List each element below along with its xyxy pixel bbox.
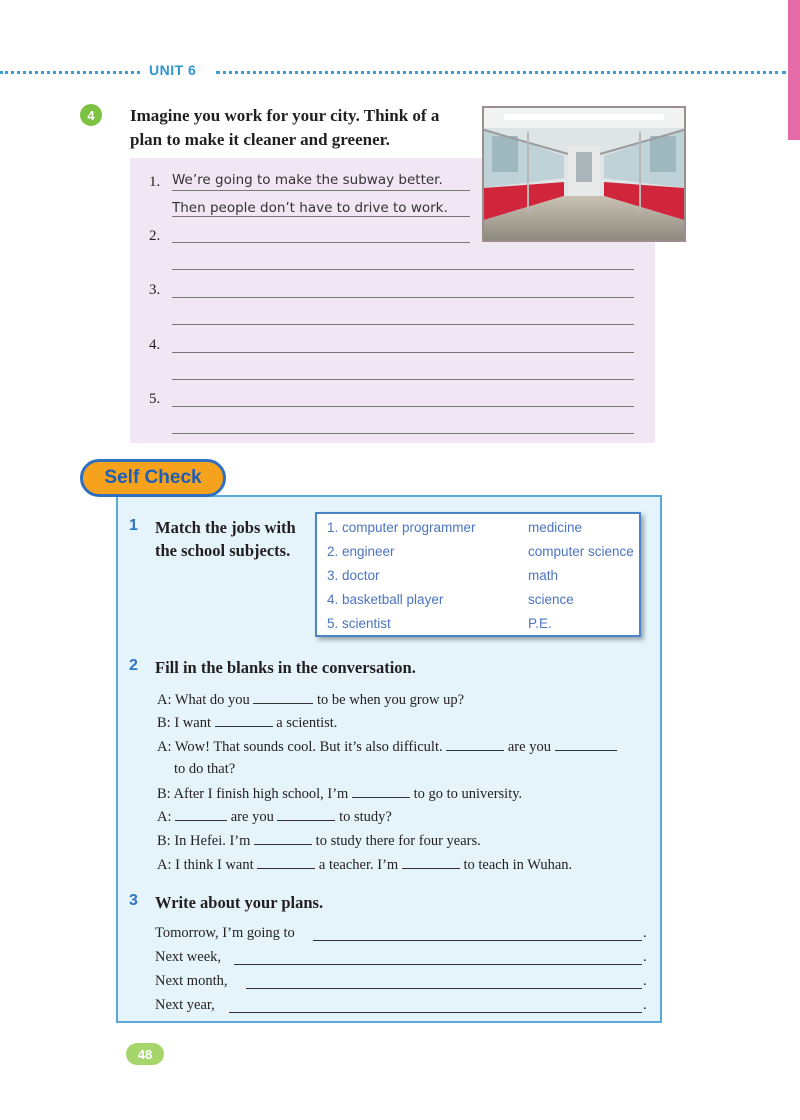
self-check-q1-instruction: Match the jobs with the school subjects.: [155, 518, 296, 560]
job-item: 1. computer programmer: [327, 520, 476, 535]
dialogue-text: are you: [507, 739, 551, 755]
item-1-answer-line-1: We’re going to make the subway better.: [172, 172, 443, 188]
plan-line-next-week[interactable]: [234, 964, 642, 965]
dialogue-text: a teacher. I’m: [318, 857, 399, 873]
subway-photo: [482, 106, 686, 242]
subject-item: P.E.: [528, 616, 552, 631]
speaker: B:: [157, 715, 171, 731]
answer-blank[interactable]: [215, 714, 273, 727]
dialogue-text: to teach in Wuhan.: [463, 857, 573, 873]
speaker: A:: [157, 809, 172, 825]
plan-period: .: [643, 997, 647, 1013]
speaker: A:: [157, 692, 172, 708]
header-divider-right: [216, 71, 786, 74]
item-1-answer-rule-1: [172, 190, 470, 191]
subject-item: medicine: [528, 520, 583, 535]
answer-blank[interactable]: [402, 856, 460, 869]
item-1-answer-rule-2: [172, 216, 470, 217]
item-2-answer-line-1[interactable]: [172, 242, 470, 243]
item-4-number: 4.: [149, 337, 161, 353]
item-1-answer-line-2: Then people don’t have to drive to work.: [172, 200, 448, 216]
item-5-number: 5.: [149, 391, 161, 407]
dialogue-text: After I finish high school, I’m: [173, 786, 349, 802]
plan-period: .: [643, 925, 647, 941]
item-3-number: 3.: [149, 282, 161, 298]
speaker: B:: [157, 833, 171, 849]
exercise-4-number: 4: [80, 104, 102, 126]
self-check-q3-instruction: Write about your plans.: [155, 893, 324, 912]
dialogue-text: In Hefei. I’m: [174, 833, 251, 849]
dialogue-text: to study there for four years.: [315, 833, 481, 849]
answer-blank[interactable]: [257, 856, 315, 869]
plan-line-tomorrow[interactable]: [313, 940, 642, 941]
self-check-title: Self Check: [80, 459, 226, 497]
unit-label: UNIT 6: [149, 62, 197, 78]
answer-blank[interactable]: [253, 691, 313, 704]
dialogue-line-continued: to do that?: [174, 761, 236, 777]
exercise-4-instruction: Imagine you work for your city. Think of a plan to make it cleaner and greener.: [130, 106, 440, 149]
dialogue-text: are you: [230, 809, 274, 825]
answer-blank[interactable]: [277, 808, 335, 821]
item-3-answer-line-2[interactable]: [172, 324, 634, 325]
plan-line-next-year[interactable]: [229, 1012, 642, 1013]
self-check-q3-number: 3: [129, 892, 138, 909]
answer-blank[interactable]: [175, 808, 227, 821]
plan-line-next-month[interactable]: [246, 988, 642, 989]
header-divider-left: [0, 71, 140, 74]
item-5-answer-line-1[interactable]: [172, 406, 634, 407]
item-4-answer-line-1[interactable]: [172, 352, 634, 353]
plan-period: .: [643, 973, 647, 989]
job-item: 2. engineer: [327, 544, 395, 559]
subject-item: science: [528, 592, 574, 607]
self-check-q1-number: 1: [129, 517, 138, 534]
dialogue-line: [157, 738, 617, 756]
plan-prompt-next-month: Next month,: [155, 973, 228, 989]
speaker: A:: [157, 739, 172, 755]
answer-blank[interactable]: [446, 738, 504, 751]
dialogue-text: to be when you grow up?: [317, 692, 465, 708]
item-2-answer-line-2[interactable]: [172, 269, 634, 270]
item-5-answer-line-2[interactable]: [172, 433, 634, 434]
item-3-answer-line-1[interactable]: [172, 297, 634, 298]
dialogue-line: [157, 785, 522, 803]
self-check-q2-number: 2: [129, 657, 138, 674]
dialogue-text: to study?: [339, 809, 392, 825]
dialogue-line: [157, 808, 392, 826]
plan-prompt-next-year: Next year,: [155, 997, 215, 1013]
dialogue-line: [157, 832, 481, 850]
dialogue-line: [157, 691, 464, 709]
plan-period: .: [643, 949, 647, 965]
job-item: 5. scientist: [327, 616, 391, 631]
dialogue-line: [157, 856, 572, 874]
dialogue-text: I want: [174, 715, 211, 731]
subject-item: math: [528, 568, 559, 583]
side-tab-marker: [788, 0, 800, 140]
plan-prompt-next-week: Next week,: [155, 949, 222, 965]
answer-blank[interactable]: [555, 738, 617, 751]
answer-blank[interactable]: [352, 785, 410, 798]
speaker: A:: [157, 857, 172, 873]
subway-car-image: [484, 108, 684, 240]
answer-blank[interactable]: [254, 832, 312, 845]
dialogue-text: to go to university.: [413, 786, 523, 802]
item-2-number: 2.: [149, 228, 161, 244]
subject-item: computer science: [528, 544, 634, 559]
dialogue-text: a scientist.: [276, 715, 338, 731]
self-check-q2-instruction: Fill in the blanks in the conversation.: [155, 658, 416, 677]
dialogue-text: I think I want: [175, 857, 254, 873]
job-item: 3. doctor: [327, 568, 380, 583]
page-number: 48: [126, 1043, 164, 1065]
plan-prompt-tomorrow: Tomorrow, I’m going to: [155, 925, 295, 941]
item-1-number: 1.: [149, 174, 161, 190]
job-item: 4. basketball player: [327, 592, 444, 607]
speaker: B:: [157, 786, 171, 802]
dialogue-text: What do you: [174, 692, 250, 708]
item-4-answer-line-2[interactable]: [172, 379, 634, 380]
dialogue-line: [157, 714, 337, 732]
dialogue-text: Wow! That sounds cool. But it’s also difficult.: [174, 739, 443, 755]
